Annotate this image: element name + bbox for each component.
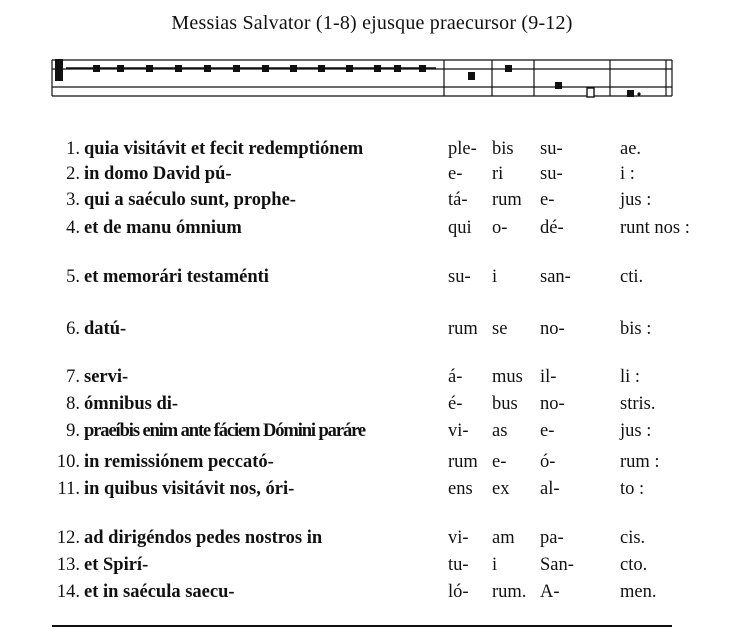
syllable: men. [620,582,657,602]
syllable: á- [448,367,463,387]
syllable: bus [492,394,518,414]
verse-text: et in saécula saecu- [84,582,235,602]
verse-number: 2. [66,164,80,184]
verse-number: 4. [66,218,80,238]
verse-text: in domo David pú- [84,164,232,184]
syllable: se [492,319,508,339]
syllable: San- [540,555,574,575]
page-title: Messias Salvator (1-8) ejusque praecursor (9-12) [171,12,573,34]
syllable: vi- [448,528,469,548]
syllable: no- [540,394,565,414]
verse-text: ómnibus di- [84,394,179,414]
verse-number: 12. [56,528,80,548]
syllable: il- [540,367,557,387]
verse-number: 9. [66,421,80,441]
clef-icon [55,59,63,81]
syllable: ló- [448,582,469,602]
syllable: su- [540,139,563,159]
staff-bar-lines [52,60,672,96]
syllable: stris. [620,394,656,414]
syllable: mus [492,367,523,387]
syllable: A- [540,582,560,602]
syllable: am [492,528,515,548]
verse-text: praeíbis enim ante fáciem Dómini paráre [84,421,365,441]
verse-number: 6. [66,319,80,339]
verse-text: et de manu ómnium [84,218,242,238]
syllable: ó- [540,452,556,472]
syllable: ex [492,479,510,499]
syllable: su- [540,164,563,184]
syllable: no- [540,319,565,339]
syllable: e- [492,452,507,472]
syllable: rum [492,190,522,210]
syllable: ae. [620,139,642,159]
syllable: dé- [540,218,564,238]
syllable: ple- [448,139,477,159]
verse-text: et memorári testaménti [84,267,269,287]
syllable: o- [492,218,508,238]
verse-number: 8. [66,394,80,414]
syllable: i [492,555,498,575]
syllable: rum [448,452,478,472]
verse-number: 1. [66,139,80,159]
syllable: li : [620,367,641,387]
verse-number: 13. [56,555,80,575]
verse-text: et Spirí- [84,555,149,575]
verse-number: 7. [66,367,80,387]
syllable: san- [540,267,571,287]
syllable: runt nos : [620,218,690,238]
verse-text: servi- [84,367,129,387]
verse-text: quia visitávit et fecit redemptiónem [84,139,364,159]
verse-text: in quibus visitávit nos, óri- [84,479,295,499]
bottom-rule [52,625,672,627]
syllable: e- [540,190,555,210]
syllable: rum : [620,452,660,472]
verse-text: datú- [84,319,127,339]
syllable: rum [448,319,478,339]
syllable: cti. [620,267,644,287]
syllable: cto. [620,555,648,575]
syllable: i [492,267,498,287]
syllable: ri [492,164,504,184]
syllable: jus : [620,190,652,210]
syllable: e- [448,164,463,184]
syllable: bis : [620,319,652,339]
syllable: as [492,421,508,441]
staff-lines [52,60,672,96]
syllable: tu- [448,555,469,575]
syllable: su- [448,267,471,287]
syllable: rum. [492,582,527,602]
chant-staff [0,0,744,110]
verse-number: 11. [57,479,80,499]
cadence-notes [468,65,641,97]
syllable: bis [492,139,514,159]
syllable: pa- [540,528,564,548]
verse-text: ad dirigéndos pedes nostros in [84,528,323,548]
syllable: vi- [448,421,469,441]
verse-number: 10. [56,452,80,472]
syllable: é- [448,394,463,414]
syllable: i : [620,164,635,184]
verse-text: in remissiónem peccató- [84,452,274,472]
verse-number: 5. [66,267,80,287]
verse-number: 3. [66,190,80,210]
syllable: ens [448,479,473,499]
syllable: e- [540,421,555,441]
verse-text: qui a saéculo sunt, prophe- [84,190,296,210]
syllable: tá- [448,190,468,210]
syllable: cis. [620,528,646,548]
syllable: qui [448,218,472,238]
verse-number: 14. [56,582,80,602]
syllable: jus : [620,421,652,441]
syllable: to : [620,479,645,499]
syllable: al- [540,479,560,499]
